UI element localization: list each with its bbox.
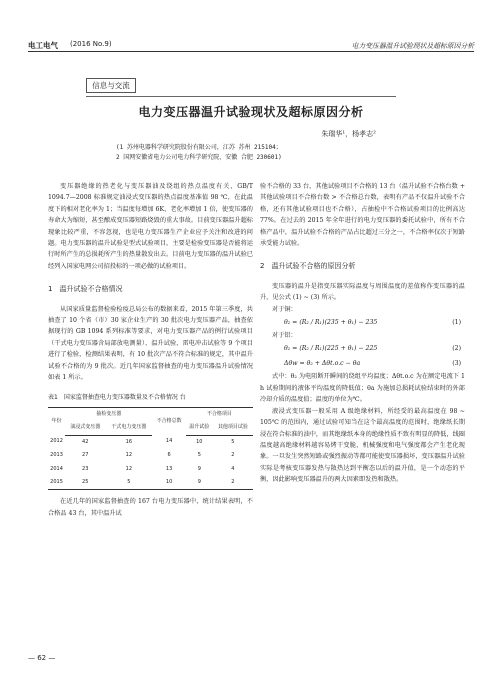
table-cell: 2015 — [48, 476, 65, 490]
running-header — [28, 38, 474, 52]
table-1-caption: 表1 国家监督抽查电力变压器数量及不合格情况 台 — [48, 393, 186, 401]
equation-2 — [260, 341, 465, 356]
section-1-paragraph: 从国家质量监督检验检疫总局公布的数据来看，2015 年第三季度，共抽查了 10 个省（市）30 家企业生产的 30 批次电力变压器产品，抽查依据现行的 GB 1094 系列标准等要求，对电力变压器产品的例行试验项目（干式电力变压器含局部放电测量）、温升试验、雷电冲击试验等 9 个项目进行了检验，检测结果表明，有 10 批次产品不符合标准的规定，其中温升试验不合格的为 9 批次。近几年国家监督抽查的电力变压器温升试验情况如表 1 所示。 — [48, 305, 253, 382]
table-cell: 2 — [213, 476, 253, 490]
table-cell: 13 — [165, 465, 173, 472]
table-cell: 23 — [82, 465, 89, 472]
table-cell: 2012 — [50, 438, 63, 445]
section-1-heading: 1 温升试验不合格情况 — [48, 285, 123, 294]
affiliation-1: (1 苏州电器科学研究院股份有限公司，江苏 苏州 215104； — [116, 144, 282, 151]
table-header-failed-items: 不合格项目 — [186, 407, 253, 421]
table-cell: 10 — [196, 438, 203, 445]
table-cell: 5 — [197, 452, 201, 459]
table-cell: 14 — [165, 438, 173, 445]
table-header-oil: 油浸式变压器 — [65, 421, 105, 435]
table-header-sampled: 抽检变压器 — [65, 407, 152, 421]
table-cell: 12 — [125, 452, 133, 459]
table-cell: 9 — [186, 476, 213, 490]
table-cell: 16 — [125, 438, 133, 445]
after-table-paragraph: 在近几年的国家监督抽查的 167 台电力变压器中，统计结果表明，不合格品 43 台，其中温升试 — [48, 498, 253, 517]
equation-3 — [260, 356, 465, 371]
continued-paragraph: 验不合格的 33 台，其他试验项目不合格的 13 台（温升试验不合格台数 + 其他试验项目不合格台数 > 不合格总台数，表明有产品不仅温升试验不合格，还有其他试验项目也不合格），占抽检中不合格试验项目的比例高达 77%。在过去的 2015 年全年进行的电力变压器的委托试验中，所有不合格产品中，温升试验不合格的产品占比超过三分之一，不合格率仅次于短路承受能力试验。 — [260, 183, 465, 248]
header-rule — [28, 51, 474, 52]
table-header-temp-rise: 温升试验 — [186, 421, 213, 435]
table-header-dry: 干式电力变压器 — [105, 421, 152, 435]
table-1 — [48, 407, 253, 490]
table-cell: 2 — [231, 452, 235, 459]
equation-3-number: (3) — [452, 360, 461, 368]
right-column — [260, 181, 465, 486]
table-header-other: 其他项目试验 — [213, 421, 253, 435]
table-header-year: 年份 — [48, 407, 65, 435]
paper-title: 电力变压器温升试验现状及超标原因分析 — [138, 105, 364, 119]
affiliations — [116, 143, 282, 163]
table-cell: 25 — [65, 476, 105, 490]
affiliation-2: 2 国网安徽省电力公司电力科学研究院，安徽 合肥 230601) — [116, 154, 282, 161]
equation-1 — [260, 315, 465, 330]
journal-issue: (2016 No.9) — [70, 40, 112, 48]
copper-label: 对于铜： — [272, 305, 297, 313]
table-row — [48, 449, 253, 462]
table-cell: 12 — [125, 465, 133, 472]
table-cell: 4 — [231, 465, 235, 472]
table-cell: 2014 — [50, 465, 63, 472]
section-2-heading: 2 温升试验不合格的原因分析 — [260, 262, 356, 271]
table-cell: 27 — [82, 452, 89, 459]
table-cell: 2013 — [50, 452, 63, 459]
table-cell: 9 — [197, 465, 201, 472]
left-column — [48, 181, 253, 519]
running-title: 电力变压器温升试验现状及超标原因分析 — [351, 42, 474, 50]
table-header-failed-total: 不合格总数 — [152, 407, 186, 435]
intro-paragraph: 变压器绝缘的热老化与变压器油及绕组的热点温度有关，GB/T 1094.7—2008 标准规定油浸式变压器的热点温度基准值 98 ℃，在此温度下的相对老化率为 1；当温度每增加 6K，老化率增加 1 倍，使变压器的寿命大为缩短，甚至酿成变压器短路烧毁的重大事故。目前变压器温升超标现象比较严重，不容忽视，也是电力变压器生产企业应予关注和改进的问题。电力变压器的温升试验是型式试验项目，主要是检验变压器是否能将运行时所产生的总损耗所产生的热量散发出去。目前电力变压器的温升试验已经列入国家电网公司招投标的一项必做的试验项目。 — [48, 183, 253, 270]
table-cell: 10 — [152, 476, 186, 490]
table-row — [48, 435, 253, 449]
equation-1-number: (1) — [452, 319, 461, 327]
page-number: — 62 — — [28, 654, 56, 662]
equation-1-body: θ₂ = (R₂ / R₁)(235 + θ₁) − 235 — [284, 319, 378, 327]
table-row — [48, 463, 253, 476]
authors: 朱瑞华¹，杨孝志² — [321, 130, 376, 138]
table-cell: 5 — [105, 476, 152, 490]
journal-name: 电工电气 — [28, 41, 58, 50]
table-row — [48, 476, 253, 490]
equation-2-number: (2) — [452, 345, 461, 353]
table-cell: 6 — [167, 452, 171, 459]
paragraph-3: 液浸式变压器一般采用 A 级绝缘材料，所经受的最高温度在 98 ~ 105℃ 的范围内，通过试验可知当在这个最高温度的范围时，绝缘纸长期浸在符合标准的油中，而其绝缘纸本身的绝缘性质不致有明显的降低，线圈温度越高绝缘材料越容易烤干变脆，机械强度和电气强度都会产生老化现象。一旦发生突然短路或强烈振动等都可能使变压器损坏，变压器温升试验实际是考核变压器发热与散热达到平衡态以后的温升值，是一个动态的平衡，因此影响变压器温升的两大因素即发热和散热。 — [260, 407, 465, 484]
equation-3-body: Δθw = θ₂ + Δθt.o.c − θa — [284, 360, 361, 368]
section-2-paragraph: 变压器的温升是指变压器实际温度与周围温度的差值称作变压器的温升，见公式 (1) ~ (3) 所示。 — [260, 282, 465, 302]
equation-2-body: θ₂ = (R₂ / R₁)(225 + θ₁) − 225 — [284, 345, 378, 353]
table-cell: 42 — [82, 438, 89, 445]
section-tag: 信息与交流 — [86, 78, 136, 93]
aluminum-label: 对于铝： — [272, 332, 297, 340]
where-paragraph: 式中：θ₂ 为电阻断开瞬间的绕组平均温度；Δθt.o.c 为在额定电流下 1 h 试验期间的液体平均温度的降低值；θa 为施加总损耗试验结束时的外部冷却介质的温度值；温度的单位为℃。 — [260, 373, 465, 404]
tag-divider — [86, 96, 396, 97]
table-cell: 5 — [231, 438, 235, 445]
